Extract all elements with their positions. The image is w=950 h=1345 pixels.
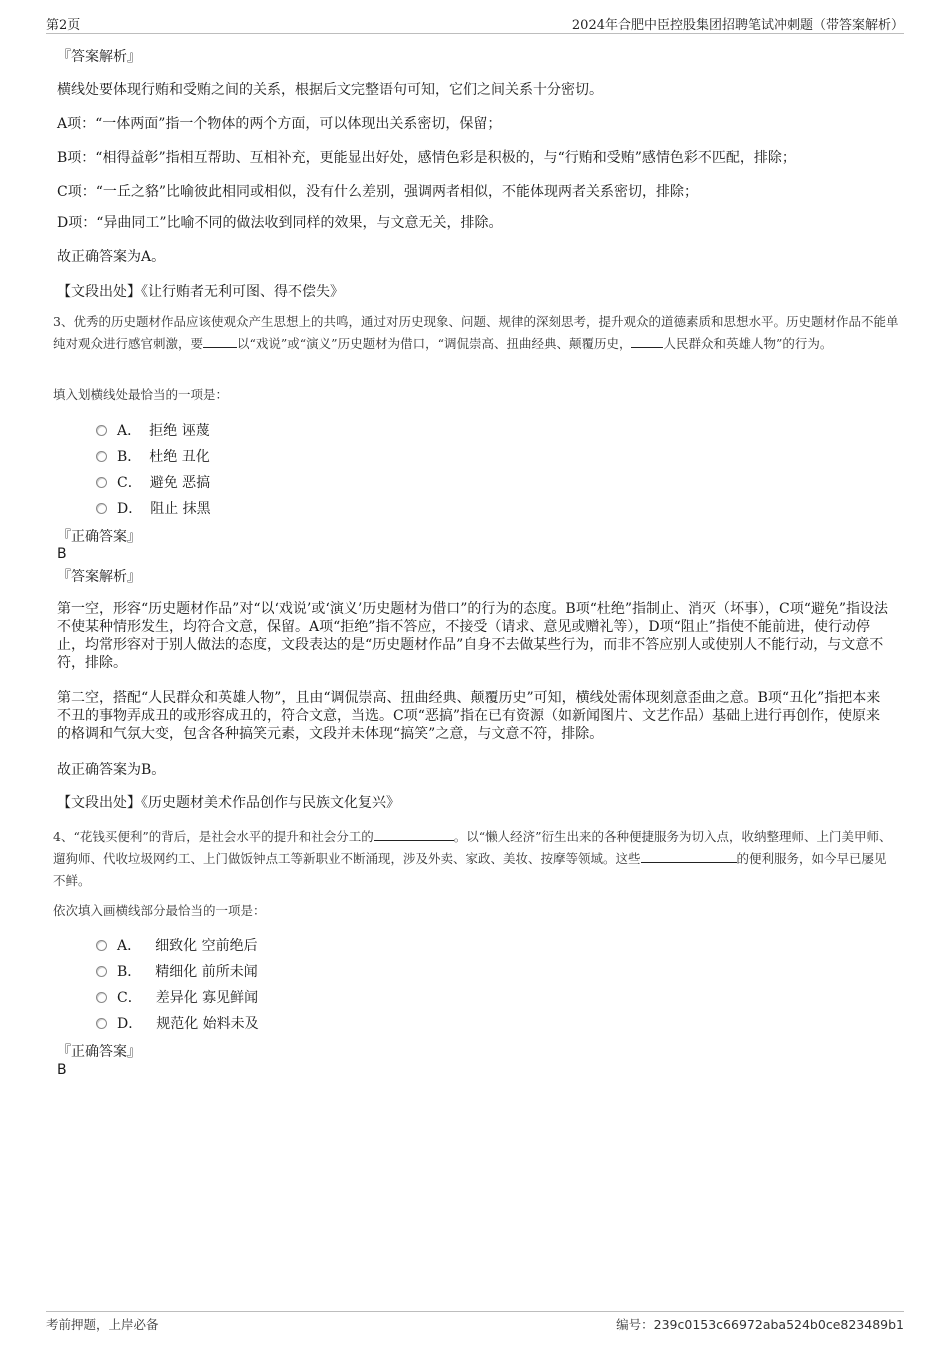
radio-icon[interactable] [96, 992, 107, 1003]
q4-correct-title: 『正确答案』 [57, 1044, 141, 1060]
radio-icon[interactable] [96, 966, 107, 977]
blank-line [374, 826, 454, 841]
q4-option-a[interactable]: A． 细致化 空前绝后 [96, 936, 258, 956]
radio-icon[interactable] [96, 940, 107, 951]
q2-analysis-line: D项：“异曲同工”比喻不同的做法收到同样的效果，与文意无关，排除。 [57, 215, 503, 231]
q2-analysis-title: 『答案解析』 [57, 49, 141, 65]
q3-correct-title: 『正确答案』 [57, 529, 141, 545]
q3-option-a[interactable]: A． 拒绝 诬蔑 [96, 421, 210, 441]
q4-stem: 4、“花钱买便利”的背后，是社会水平的提升和社会分工的 。以“懒人经济”衍生出来的各种便捷服务为切入点，收纳整理师、上门美甲师、遛狗师、代收垃圾网约工、上门做饭钟点工等新职业不断涌现，涉及外卖、家政、美妆、按摩等领域。这些 的便利服务，如今早已屡见不鲜。 [53, 826, 899, 892]
q3-analysis-title: 『答案解析』 [57, 569, 141, 585]
radio-icon[interactable] [96, 451, 107, 462]
radio-icon[interactable] [96, 503, 107, 514]
q3-prompt: 填入划横线处最恰当的一项是： [53, 387, 229, 402]
q4-option-c[interactable]: C． 差异化 寡见鲜闻 [96, 988, 258, 1008]
radio-icon[interactable] [96, 1018, 107, 1029]
blank-line [641, 848, 737, 863]
q2-conclusion: 故正确答案为A。 [57, 249, 166, 265]
footer-code: 编号：239c0153c66972aba524b0ce823489b1 [616, 1317, 904, 1332]
radio-icon[interactable] [96, 425, 107, 436]
q4-option-d[interactable]: D． 规范化 始料未及 [96, 1014, 259, 1034]
q3-option-b[interactable]: B． 杜绝 丑化 [96, 447, 210, 467]
footer-rule [46, 1311, 904, 1312]
page-number: 第2页 [46, 18, 81, 33]
q3-source: 【文段出处】《历史题材美术作品创作与民族文化复兴》 [57, 795, 400, 811]
q3-correct-answer: B [57, 546, 67, 562]
q4-prompt: 依次填入画横线部分最恰当的一项是： [53, 903, 266, 918]
q3-option-d[interactable]: D． 阻止 抹黑 [96, 499, 211, 519]
q3-analysis-para1: 第一空，形容“历史题材作品”对“以‘戏说’或‘演义’历史题材为借口”的行为的态度。B项“杜绝”指制止、消灭（坏事），C项“避免”指设法不使某种情形发生，均符合文意，保留。A项“拒绝”指不答应，不接受（请求、意见或赠礼等），D项“阻止”指使不能前进，使行动停止，均常形容对于别人做法的态度，文段表达的是“历史题材作品”自身不去做某些行为，而非不答应别人或使别人不能行动，与文意不符，排除。 [57, 601, 889, 671]
blank-line [203, 333, 237, 348]
footer-slogan: 考前押题，上岸必备 [46, 1317, 159, 1332]
q3-conclusion: 故正确答案为B。 [57, 762, 166, 778]
document-title: 2024年合肥中臣控股集团招聘笔试冲刺题（带答案解析） [571, 18, 904, 33]
radio-icon[interactable] [96, 477, 107, 488]
header-rule [46, 33, 904, 34]
q3-stem: 3、优秀的历史题材作品应该使观众产生思想上的共鸣，通过对历史现象、问题、规律的深刻思考，提升观众的道德素质和思想水平。历史题材作品不能单纯对观众进行感官刺激，要 以“戏说”或“演义”历史题材为借口，“调侃崇高、扭曲经典、颠覆历史， 人民群众和英雄人物”的行为。 [53, 314, 899, 351]
q2-source: 【文段出处】《让行贿者无利可图、得不偿失》 [57, 284, 344, 300]
q3-analysis-para2: 第二空，搭配“人民群众和英雄人物”，且由“调侃崇高、扭曲经典、颠覆历史”可知，横线处需体现刻意歪曲之意。B项“丑化”指把本来不丑的事物弄成丑的或形容成丑的，符合文意，当选。C项“恶搞”指在已有资源（如新闻图片、文艺作品）基础上进行再创作，使原来的格调和气氛大变，包含各种搞笑元素，文段并未体现“搞笑”之意，与文意不符，排除。 [57, 690, 881, 742]
q4-option-b[interactable]: B． 精细化 前所未闻 [96, 962, 258, 982]
q3-option-c[interactable]: C． 避免 恶搞 [96, 473, 210, 493]
q4-correct-answer: B [57, 1062, 67, 1078]
q2-analysis-line: 横线处要体现行贿和受贿之间的关系，根据后文完整语句可知，它们之间关系十分密切。 [57, 82, 603, 98]
blank-line [631, 333, 663, 348]
q2-analysis-line: B项：“相得益彰”指相互帮助、互相补充，更能显出好处，感情色彩是积极的，与“行贿和受贿”感情色彩不匹配，排除； [57, 150, 796, 166]
q2-analysis-line: A项：“一体两面”指一个物体的两个方面，可以体现出关系密切，保留； [57, 116, 502, 132]
q2-analysis-line: C项：“一丘之貉”比喻彼此相同或相似，没有什么差别，强调两者相似，不能体现两者关系密切，排除； [57, 184, 699, 200]
